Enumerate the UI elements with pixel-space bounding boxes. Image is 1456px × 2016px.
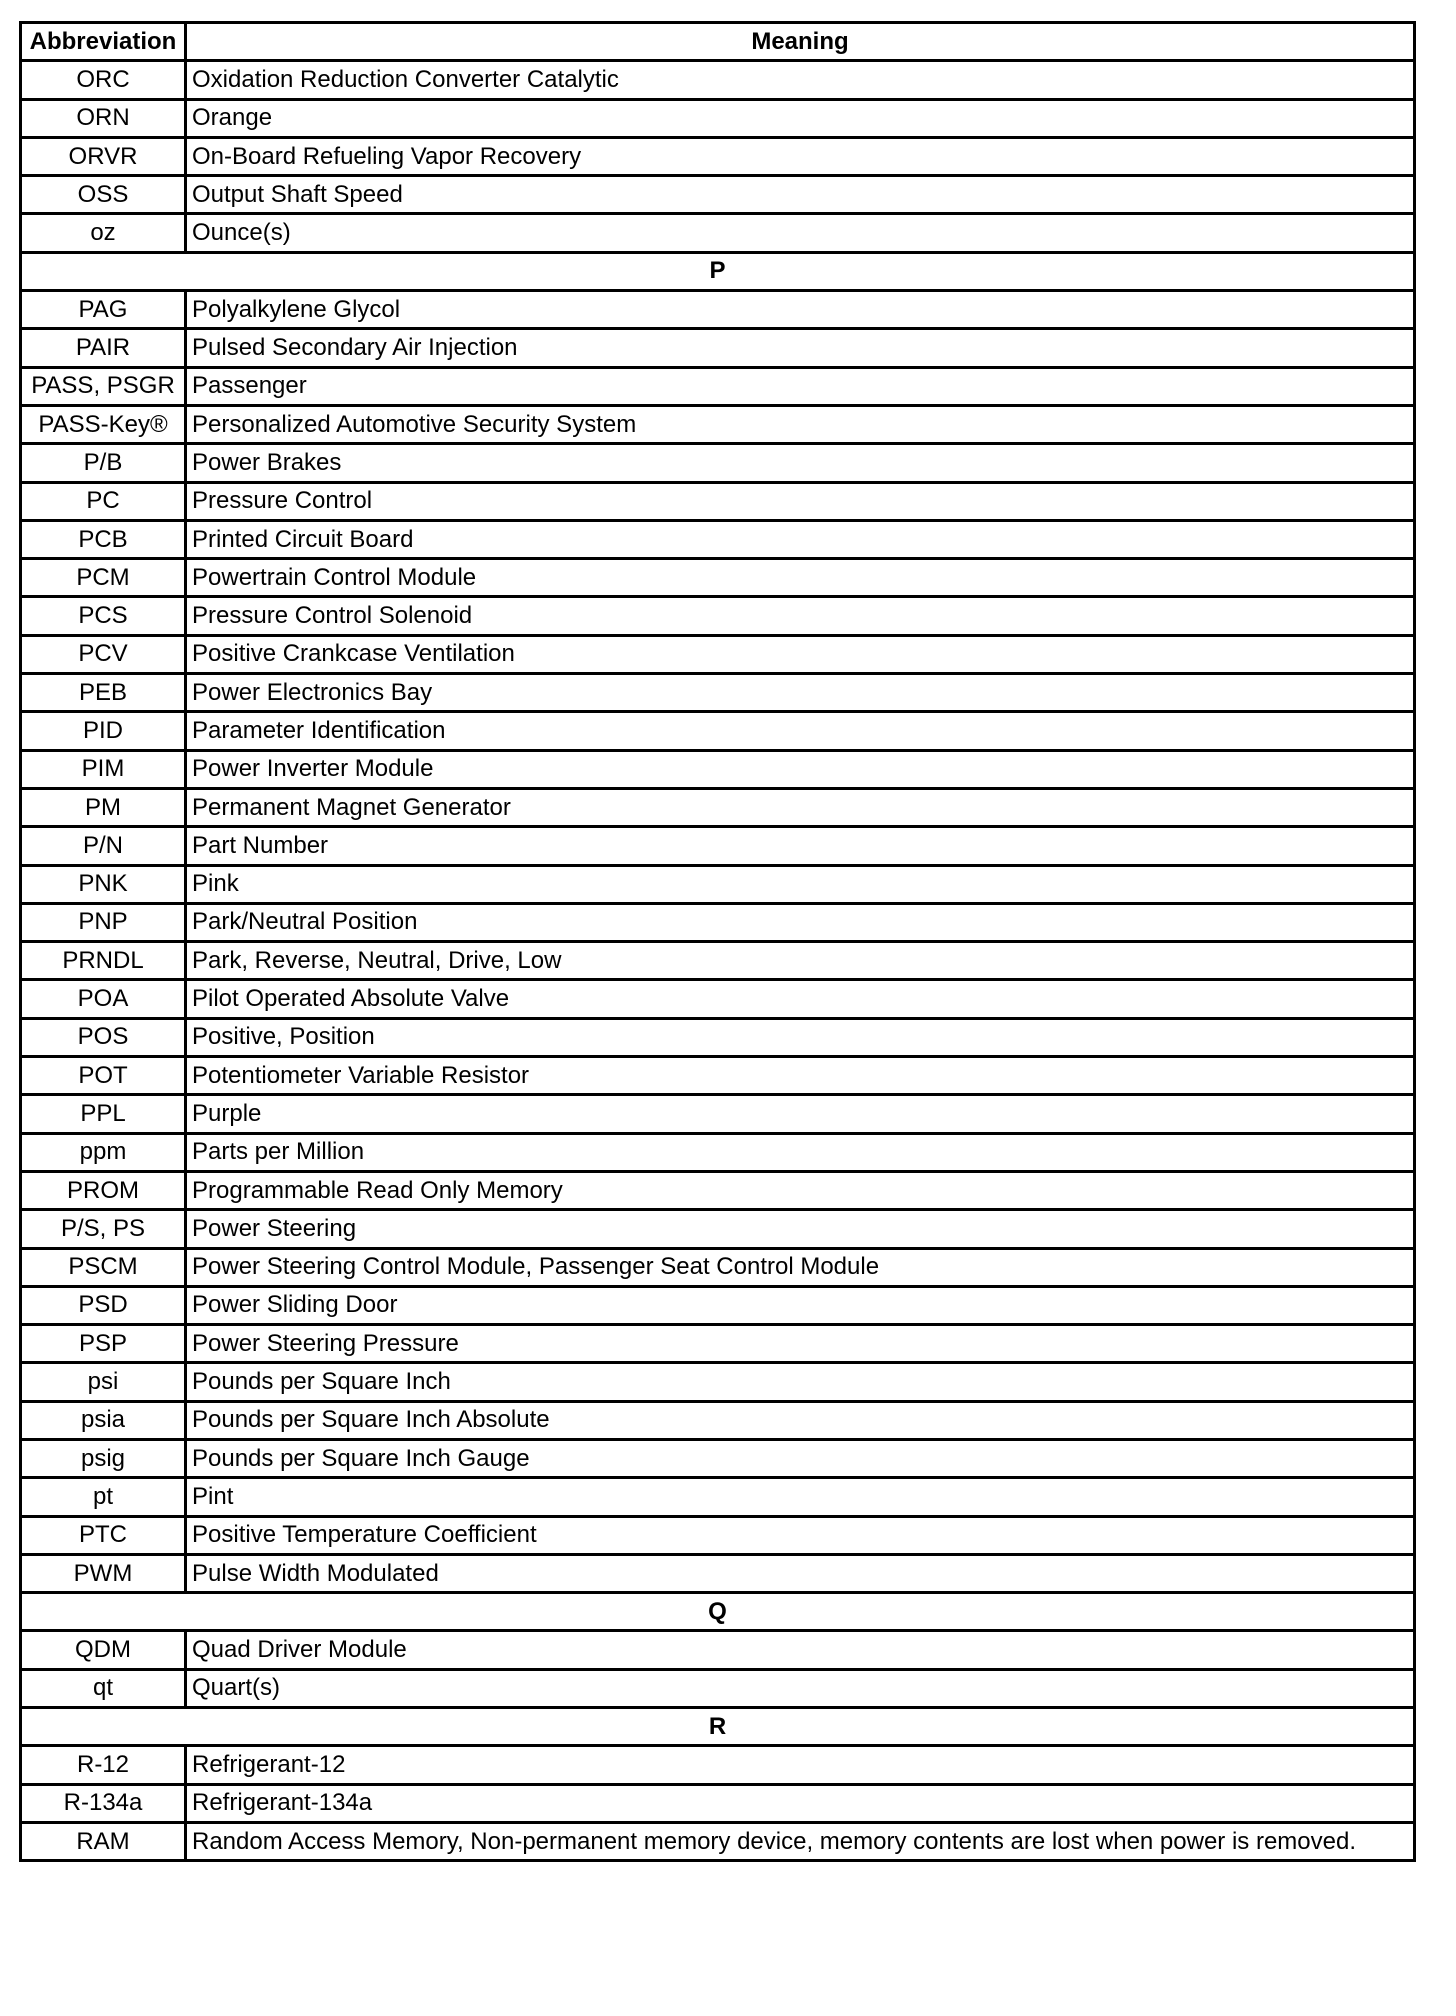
abbreviation-cell: R-134a xyxy=(21,1784,186,1822)
table-row xyxy=(21,1401,1415,1439)
meaning-cell: Passenger xyxy=(186,367,1415,405)
table-row xyxy=(21,980,1415,1018)
abbreviation-cell: oz xyxy=(21,214,186,252)
abbreviation-cell: P/B xyxy=(21,444,186,482)
header-row xyxy=(21,23,1415,61)
abbreviation-cell: PCB xyxy=(21,520,186,558)
section-row xyxy=(21,1708,1415,1746)
table-row xyxy=(21,214,1415,252)
meaning-cell: Ounce(s) xyxy=(186,214,1415,252)
section-row xyxy=(21,252,1415,290)
table-row xyxy=(21,1669,1415,1707)
table-row xyxy=(21,1018,1415,1056)
section-letter: P xyxy=(21,252,1415,290)
table-row xyxy=(21,750,1415,788)
abbreviation-cell: qt xyxy=(21,1669,186,1707)
meaning-cell: Pink xyxy=(186,865,1415,903)
abbreviation-cell: POS xyxy=(21,1018,186,1056)
table-row xyxy=(21,1210,1415,1248)
meaning-cell: Power Steering xyxy=(186,1210,1415,1248)
table-row xyxy=(21,1286,1415,1324)
section-row xyxy=(21,1593,1415,1631)
abbreviation-cell: POA xyxy=(21,980,186,1018)
table-row xyxy=(21,367,1415,405)
meaning-cell: Pulse Width Modulated xyxy=(186,1554,1415,1592)
abbreviation-cell: RAM xyxy=(21,1822,186,1860)
meaning-cell: Pounds per Square Inch Gauge xyxy=(186,1439,1415,1477)
table-row xyxy=(21,788,1415,826)
table-row xyxy=(21,444,1415,482)
table-row xyxy=(21,712,1415,750)
abbreviation-cell: PROM xyxy=(21,1171,186,1209)
meaning-cell: Powertrain Control Module xyxy=(186,559,1415,597)
meaning-cell: Pounds per Square Inch Absolute xyxy=(186,1401,1415,1439)
meaning-cell: Power Inverter Module xyxy=(186,750,1415,788)
table-body xyxy=(21,61,1415,1861)
table-row xyxy=(21,1746,1415,1784)
meaning-cell: Parameter Identification xyxy=(186,712,1415,750)
abbreviation-cell: psia xyxy=(21,1401,186,1439)
meaning-cell: Output Shaft Speed xyxy=(186,176,1415,214)
abbreviation-cell: PSCM xyxy=(21,1248,186,1286)
abbreviation-cell: PEB xyxy=(21,674,186,712)
abbreviation-cell: psi xyxy=(21,1363,186,1401)
table-row xyxy=(21,942,1415,980)
meaning-cell: Permanent Magnet Generator xyxy=(186,788,1415,826)
abbreviation-cell: P/N xyxy=(21,827,186,865)
table-row xyxy=(21,99,1415,137)
abbreviation-cell: PAIR xyxy=(21,329,186,367)
table-row xyxy=(21,1171,1415,1209)
meaning-cell: Pint xyxy=(186,1478,1415,1516)
abbreviation-cell: ORVR xyxy=(21,137,186,175)
abbreviations-table xyxy=(19,21,1416,1862)
meaning-cell: Oxidation Reduction Converter Catalytic xyxy=(186,61,1415,99)
section-letter: Q xyxy=(21,1593,1415,1631)
meaning-cell: Pounds per Square Inch xyxy=(186,1363,1415,1401)
table-row xyxy=(21,1516,1415,1554)
table-row xyxy=(21,1631,1415,1669)
meaning-cell: Refrigerant-12 xyxy=(186,1746,1415,1784)
meaning-cell: Pressure Control xyxy=(186,482,1415,520)
meaning-cell: Positive Temperature Coefficient xyxy=(186,1516,1415,1554)
abbreviation-cell: PASS-Key® xyxy=(21,405,186,443)
abbreviation-cell: pt xyxy=(21,1478,186,1516)
meaning-cell: Orange xyxy=(186,99,1415,137)
abbreviation-cell: OSS xyxy=(21,176,186,214)
meaning-cell: Park/Neutral Position xyxy=(186,903,1415,941)
table-row xyxy=(21,61,1415,99)
abbreviation-cell: PCV xyxy=(21,635,186,673)
table-row xyxy=(21,1439,1415,1477)
meaning-cell: Quad Driver Module xyxy=(186,1631,1415,1669)
meaning-cell: Power Sliding Door xyxy=(186,1286,1415,1324)
table-row xyxy=(21,1822,1415,1860)
abbreviation-cell: QDM xyxy=(21,1631,186,1669)
abbreviation-cell: PRNDL xyxy=(21,942,186,980)
abbreviation-cell: PPL xyxy=(21,1095,186,1133)
table-row xyxy=(21,482,1415,520)
table-row xyxy=(21,1784,1415,1822)
meaning-cell: Pulsed Secondary Air Injection xyxy=(186,329,1415,367)
meaning-cell: Pilot Operated Absolute Valve xyxy=(186,980,1415,1018)
table-row xyxy=(21,827,1415,865)
meaning-cell: On-Board Refueling Vapor Recovery xyxy=(186,137,1415,175)
table-row xyxy=(21,137,1415,175)
meaning-cell: Refrigerant-134a xyxy=(186,1784,1415,1822)
abbreviation-cell: POT xyxy=(21,1057,186,1095)
meaning-cell: Power Brakes xyxy=(186,444,1415,482)
abbreviation-cell: PWM xyxy=(21,1554,186,1592)
meaning-cell: Park, Reverse, Neutral, Drive, Low xyxy=(186,942,1415,980)
table-row xyxy=(21,1057,1415,1095)
abbreviation-cell: R-12 xyxy=(21,1746,186,1784)
table-row xyxy=(21,1133,1415,1171)
table-header xyxy=(21,23,1415,61)
table-row xyxy=(21,1554,1415,1592)
abbreviation-cell: ppm xyxy=(21,1133,186,1171)
meaning-cell: Positive, Position xyxy=(186,1018,1415,1056)
meaning-cell: Part Number xyxy=(186,827,1415,865)
table-row xyxy=(21,1095,1415,1133)
abbreviation-cell: psig xyxy=(21,1439,186,1477)
table-row xyxy=(21,1325,1415,1363)
table-row xyxy=(21,291,1415,329)
meaning-cell: Power Electronics Bay xyxy=(186,674,1415,712)
abbreviation-cell: PCS xyxy=(21,597,186,635)
table-row xyxy=(21,1363,1415,1401)
abbreviation-column-header: Abbreviation xyxy=(21,23,186,61)
meaning-cell: Positive Crankcase Ventilation xyxy=(186,635,1415,673)
table-row xyxy=(21,865,1415,903)
abbreviation-cell: PASS, PSGR xyxy=(21,367,186,405)
meaning-cell: Potentiometer Variable Resistor xyxy=(186,1057,1415,1095)
abbreviation-cell: PSD xyxy=(21,1286,186,1324)
abbreviation-cell: PID xyxy=(21,712,186,750)
table-row xyxy=(21,405,1415,443)
table-row xyxy=(21,520,1415,558)
meaning-cell: Pressure Control Solenoid xyxy=(186,597,1415,635)
meaning-cell: Power Steering Pressure xyxy=(186,1325,1415,1363)
table-row xyxy=(21,903,1415,941)
abbreviation-cell: PCM xyxy=(21,559,186,597)
abbreviation-cell: P/S, PS xyxy=(21,1210,186,1248)
table-row xyxy=(21,1478,1415,1516)
abbreviation-cell: PIM xyxy=(21,750,186,788)
meaning-cell: Purple xyxy=(186,1095,1415,1133)
abbreviation-cell: PM xyxy=(21,788,186,826)
abbreviation-cell: PC xyxy=(21,482,186,520)
table-row xyxy=(21,329,1415,367)
section-letter: R xyxy=(21,1708,1415,1746)
abbreviation-cell: PSP xyxy=(21,1325,186,1363)
meaning-cell: Polyalkylene Glycol xyxy=(186,291,1415,329)
table-row xyxy=(21,559,1415,597)
meaning-cell: Quart(s) xyxy=(186,1669,1415,1707)
meaning-column-header: Meaning xyxy=(186,23,1415,61)
abbreviation-cell: PNK xyxy=(21,865,186,903)
abbreviation-cell: PAG xyxy=(21,291,186,329)
abbreviation-cell: PNP xyxy=(21,903,186,941)
table-row xyxy=(21,635,1415,673)
meaning-cell: Random Access Memory, Non-permanent memory device, memory contents are lost when power is removed. xyxy=(186,1822,1415,1860)
table-row xyxy=(21,1248,1415,1286)
abbreviation-cell: PTC xyxy=(21,1516,186,1554)
table-row xyxy=(21,176,1415,214)
meaning-cell: Programmable Read Only Memory xyxy=(186,1171,1415,1209)
table-row xyxy=(21,674,1415,712)
table-row xyxy=(21,597,1415,635)
abbreviation-cell: ORN xyxy=(21,99,186,137)
meaning-cell: Printed Circuit Board xyxy=(186,520,1415,558)
meaning-cell: Parts per Million xyxy=(186,1133,1415,1171)
meaning-cell: Power Steering Control Module, Passenger Seat Control Module xyxy=(186,1248,1415,1286)
meaning-cell: Personalized Automotive Security System xyxy=(186,405,1415,443)
abbreviation-cell: ORC xyxy=(21,61,186,99)
